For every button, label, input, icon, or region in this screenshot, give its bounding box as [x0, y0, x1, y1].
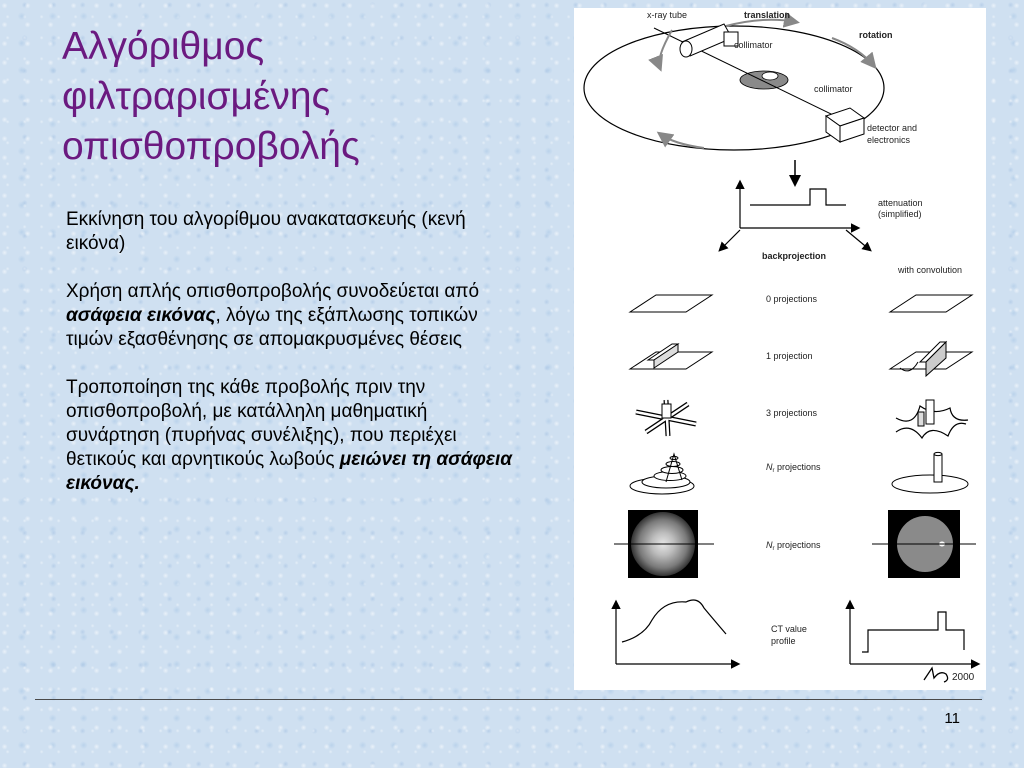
label-detector-1: detector and — [867, 123, 918, 133]
row-3-projections — [636, 400, 968, 438]
attenuation-profile — [720, 160, 923, 250]
label-3-projections: 3 projections — [766, 408, 818, 418]
paragraph-text: Χρήση απλής οπισθοπροβολής συνοδεύεται από — [66, 281, 480, 302]
figure-drawing — [574, 8, 986, 690]
label-rotation: rotation — [859, 30, 893, 40]
label-collimator-bottom: collimator — [814, 84, 853, 94]
emphasis-image-blur: ασάφεια εικόνας — [66, 305, 216, 326]
label-n-subscript: r — [772, 468, 775, 474]
label-n-subscript: r — [772, 546, 775, 552]
footer-divider — [35, 699, 982, 700]
ct-value-profiles — [616, 600, 978, 664]
paragraph-simple-backprojection — [66, 280, 516, 352]
title-line: οπισθοπροβολής — [62, 125, 360, 168]
paragraph-start-reconstruction — [66, 208, 516, 256]
label-attenuation-2: (simplified) — [878, 209, 922, 219]
label-n-projections — [766, 462, 821, 474]
label-detector-2: electronics — [867, 135, 911, 145]
translation-arrow-icon — [726, 20, 796, 26]
label-with-convolution: with convolution — [898, 265, 963, 275]
paragraph-text: Τροποποίηση της κάθε προβολής πριν την οπισθοπροβολή, με κατάλληλη μαθηματική συνάρτηση (πυρήνας συνέλιξης), που περιέχει θετικούς και αρνητικούς λωβούς — [66, 377, 457, 470]
row-0-projections — [630, 294, 972, 312]
label-0-projections: 0 projections — [766, 294, 818, 304]
label-n-projections-image — [766, 540, 821, 552]
rotation-arrow-icon — [832, 38, 874, 66]
row-n-projections — [630, 452, 968, 494]
emphasis-reduces-blur: μειώνει τη ασάφεια εικόνας. — [66, 449, 513, 494]
label-n-symbol: N — [766, 462, 773, 472]
label-translation: translation — [744, 10, 791, 20]
detector-icon — [826, 108, 864, 142]
paragraph-convolution — [66, 376, 516, 496]
label-ct-value-2: profile — [771, 636, 796, 646]
label-ct-value-1: CT value — [771, 624, 807, 634]
label-year: 2000 — [952, 672, 975, 683]
title-line: Αλγόριθμος — [62, 25, 265, 68]
label-n-suffix: projections — [774, 540, 821, 550]
label-n-symbol: N — [766, 540, 773, 550]
author-signature — [924, 668, 975, 683]
ct-gantry-diagram — [584, 10, 917, 150]
label-1-projection: 1 projection — [766, 351, 813, 361]
label-attenuation-1: attenuation — [878, 198, 923, 208]
label-xray-tube: x-ray tube — [647, 10, 688, 20]
paragraph-text: , λόγω της εξάπλωσης τοπικών τιμών εξασθένησης σε απομακρυσμένες θέσεις — [66, 305, 478, 350]
row-n-images — [614, 510, 976, 578]
label-backprojection: backprojection — [762, 251, 827, 261]
slide-body — [66, 208, 516, 520]
row-1-projection — [630, 342, 972, 376]
paragraph-text: Εκκίνηση του αλγορίθμου ανακατασκευής (κενή εικόνα) — [66, 209, 466, 254]
ct-backprojection-figure — [574, 8, 986, 690]
label-n-suffix: projections — [774, 462, 821, 472]
label-collimator-top: collimator — [734, 40, 773, 50]
title-line: φιλτραρισμένης — [62, 75, 331, 118]
slide-title — [62, 22, 542, 172]
page-number: 11 — [944, 710, 960, 727]
